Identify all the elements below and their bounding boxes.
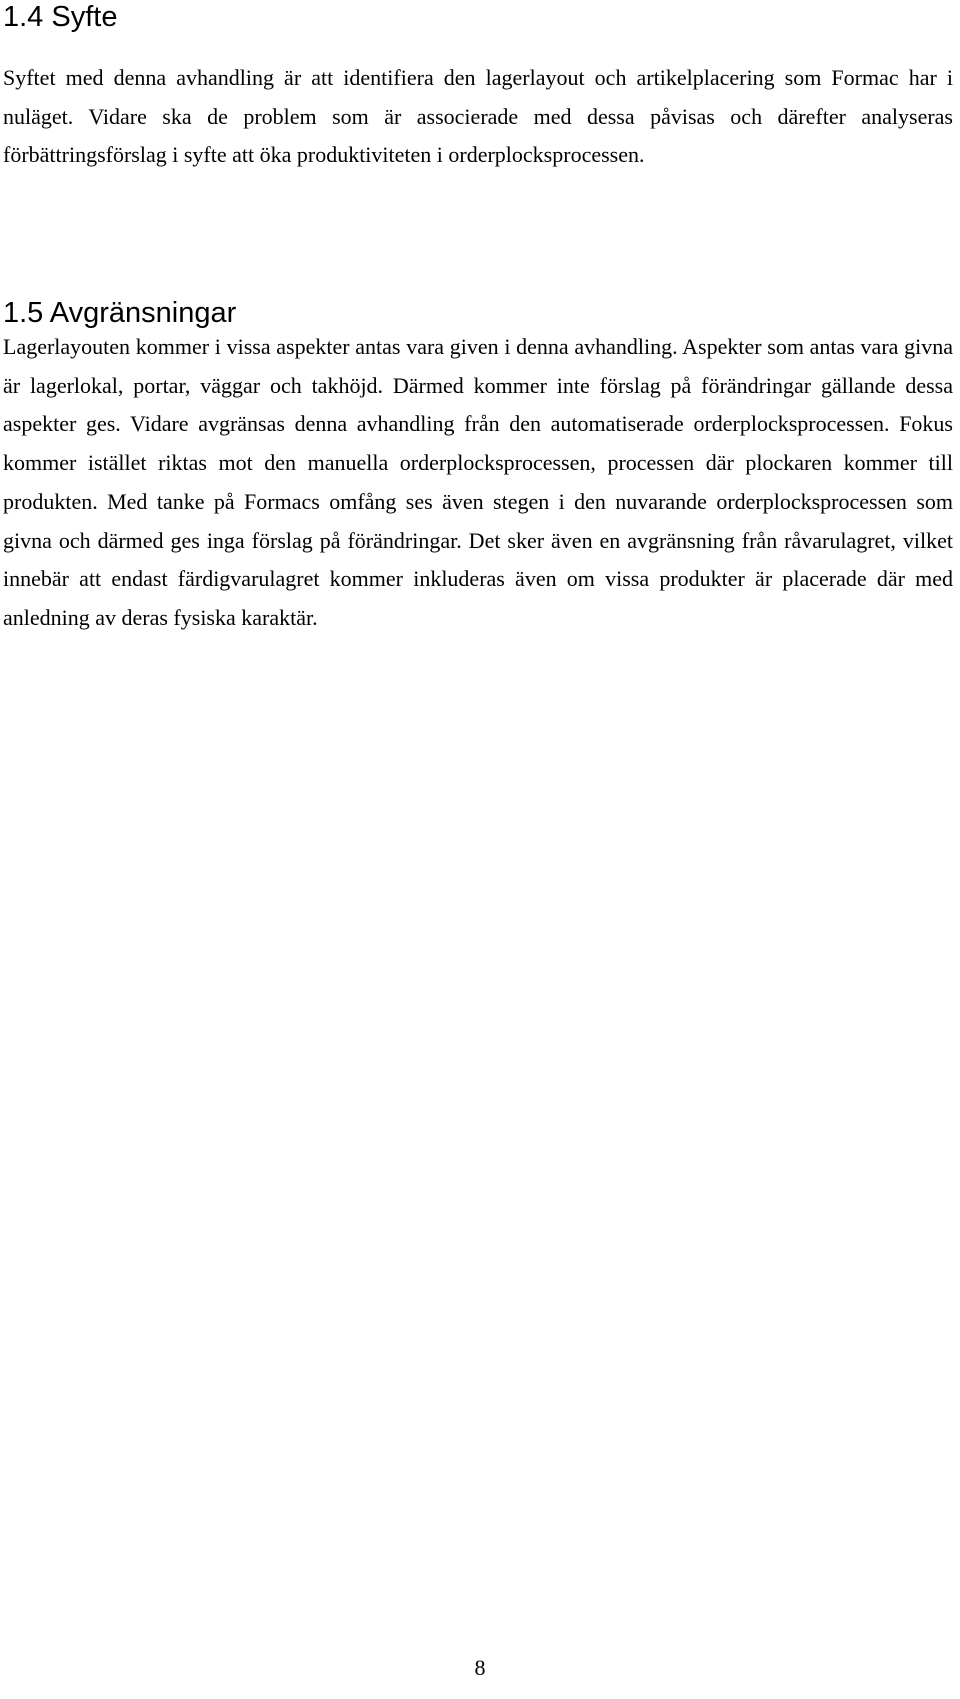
- section-heading-avgransningar: 1.5 Avgränsningar: [3, 297, 237, 329]
- section-heading-syfte: 1.4 Syfte: [3, 1, 118, 33]
- section-body-avgransningar: Lagerlayouten kommer i vissa aspekter antas vara given i denna avhandling. Aspekter som antas vara givna är lagerlokal, portar, väggar och takhöjd. Därmed kommer inte förslag på förändringar gällande dessa aspekter ges. Vidare avgränsas denna avhandling från den automatiserade orderplocksprocessen. Fokus kommer istället riktas mot den manuella orderplocksprocessen, processen där plockaren kommer till produkten. Med tanke på Formacs omfång ses även stegen i den nuvarande orderplocksprocessen som givna och därmed ges inga förslag på förändringar. Det sker även en avgränsning från råvarulagret, vilket innebär att endast färdigvarulagret kommer inkluderas även om vissa produkter är placerade där med anledning av deras fysiska karaktär.: [3, 334, 953, 630]
- page-number: 8: [474, 1655, 486, 1680]
- section-body-syfte: Syftet med denna avhandling är att identifiera den lagerlayout och artikelplacering som Formac har i nuläget. Vidare ska de problem som är associerade med dessa påvisas och därefter analyseras förbättringsförslag i syfte att öka produktiviteten i orderplocksprocessen.: [3, 65, 953, 168]
